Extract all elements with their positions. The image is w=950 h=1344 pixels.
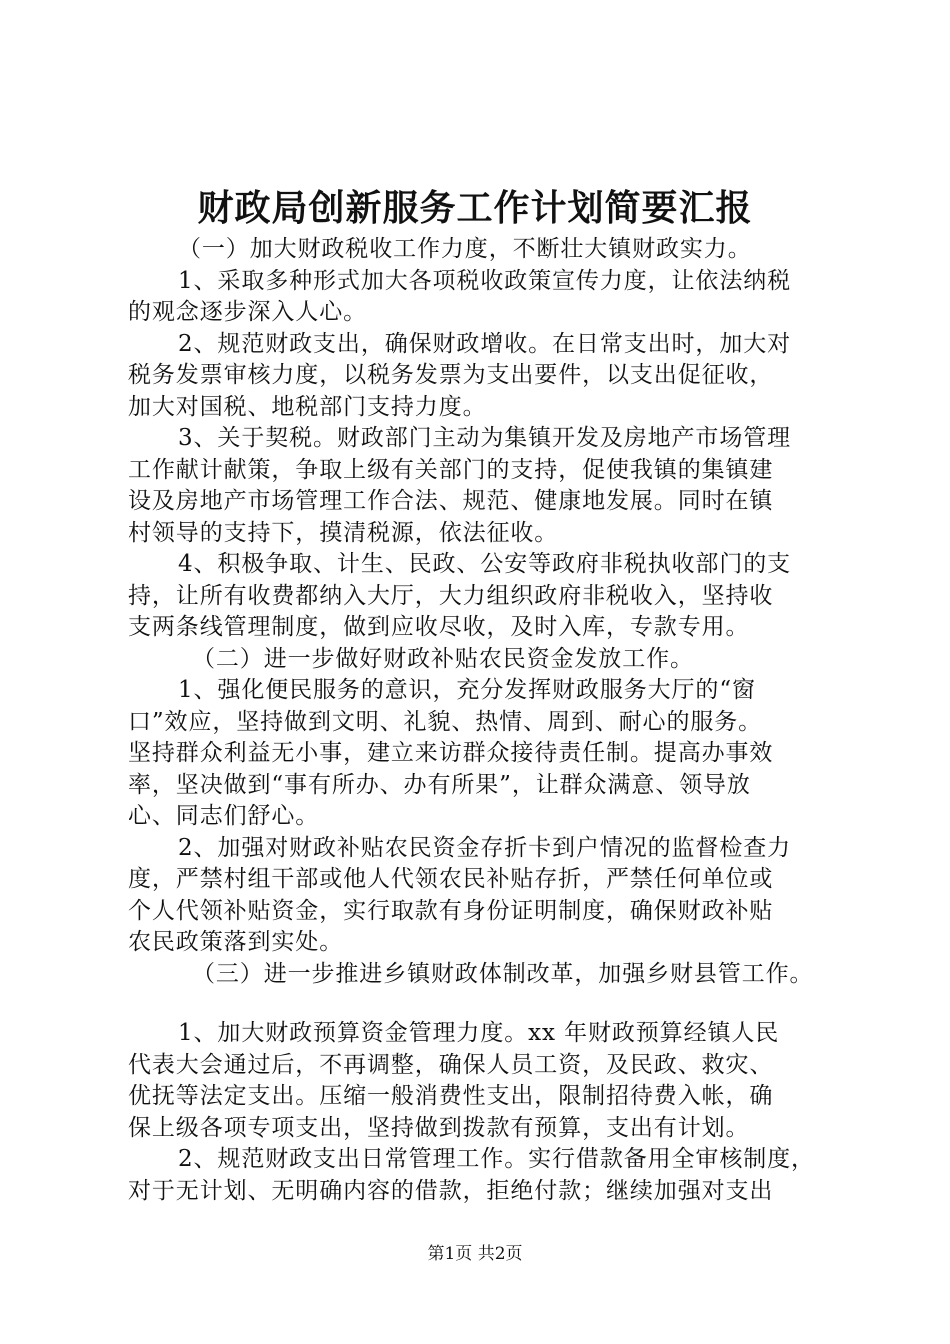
paragraph-line: 心、同志们舒心。: [128, 803, 320, 829]
paragraph-line: 1、采取多种形式加大各项税收政策宣传力度，让依法纳税: [178, 267, 792, 294]
paragraph-line: 支两条线管理制度，做到应收尽收，及时入库，专款专用。: [128, 614, 750, 640]
paragraph-line: 农民政策落到实处。: [128, 929, 344, 955]
paragraph-line: 1、强化便民服务的意识，充分发挥财政服务大厅的“窗: [178, 677, 756, 703]
paragraph-line: 代表大会通过后，不再调整，确保人员工资，及民政、救灾、: [128, 1051, 774, 1078]
paragraph-line: 3、关于契税。财政部门主动为集镇开发及房地产市场管理: [178, 425, 792, 451]
paragraph-line: 设及房地产市场管理工作合法、规范、健康地发展。同时在镇: [128, 488, 774, 514]
paragraph-line: 加大对国税、地税部门支持力度。: [128, 393, 487, 420]
paragraph-line: 2、加强对财政补贴农民资金存折卡到户情况的监督检查力: [178, 834, 792, 861]
paragraph-line: 保上级各项专项支出，坚持做到拨款有预算，支出有计划。: [128, 1114, 750, 1141]
paragraph-line: 优抚等法定支出。压缩一般消费性支出，限制招待费入帐，确: [128, 1083, 774, 1109]
document-title: 财政局创新服务工作计划简要汇报: [197, 187, 753, 229]
paragraph-line: 2、规范财政支出日常管理工作。实行借款备用全审核制度，: [178, 1146, 815, 1172]
paragraph-line: 对于无计划、无明确内容的借款，拒绝付款；继续加强对支出: [128, 1177, 774, 1204]
paragraph-line: 度，严禁村组干部或他人代领农民补贴存折，严禁任何单位或: [128, 866, 774, 892]
paragraph-line: 坚持群众利益无小事，建立来访群众接待责任制。提高办事效: [128, 740, 774, 766]
paragraph-line: 村领导的支持下，摸清税源，依法征收。: [128, 519, 559, 546]
paragraph-line: 2、规范财政支出，确保财政增收。在日常支出时，加大对: [178, 330, 792, 357]
paragraph-line: 工作献计献策，争取上级有关部门的支持，促使我镇的集镇建: [128, 456, 774, 483]
blank-gap: [128, 990, 832, 1018]
paragraph-line: 1、加大财政预算资金管理力度。xx 年财政预算经镇人民: [178, 1020, 780, 1046]
paragraph-line: 4、积极争取、计生、民政、公安等政府非税执收部门的支: [178, 551, 792, 577]
section-heading-2: （二）进一步做好财政补贴农民资金发放工作。: [192, 645, 694, 672]
document-body: [128, 234, 832, 1207]
paragraph-line: 持，让所有收费都纳入大厅，大力组织政府非税收入，坚持收: [128, 582, 774, 609]
paragraph-line: 的观念逐步深入人心。: [128, 299, 367, 325]
page-footer: 第1页 共2页: [427, 1244, 523, 1264]
paragraph-line: 个人代领补贴资金，实行取款有身份证明制度，确保财政补贴: [128, 897, 774, 924]
section-heading-1: （一）加大财政税收工作力度，不断壮大镇财政实力。: [178, 236, 752, 262]
paragraph-line: 税务发票审核力度，以税务发票为支出要件，以支出促征收，: [128, 362, 774, 388]
paragraph-line: 率，坚决做到“事有所办、办有所果”，让群众满意、领导放: [128, 771, 751, 798]
section-heading-3: （三）进一步推进乡镇财政体制改革，加强乡财县管工作。: [192, 960, 814, 987]
paragraph-line: 口”效应，坚持做到文明、礼貌、热情、周到、耐心的服务。: [128, 708, 763, 735]
